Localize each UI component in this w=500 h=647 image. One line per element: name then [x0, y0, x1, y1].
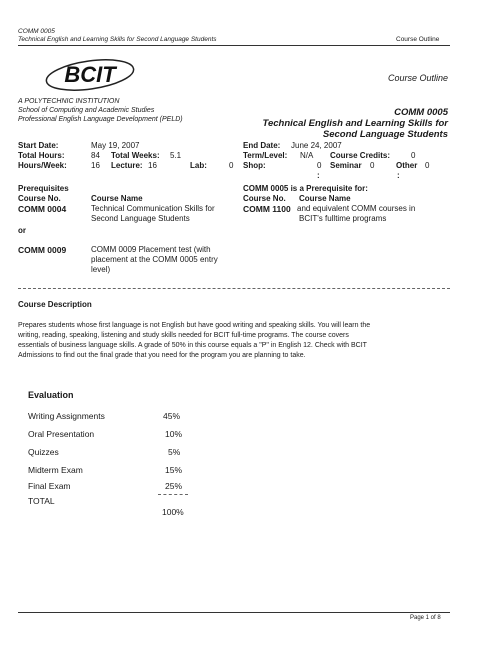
section-divider — [18, 288, 450, 289]
eval-label: Midterm Exam — [28, 465, 83, 475]
prereq-or: or — [18, 226, 26, 235]
course-code: COMM 0005 — [394, 107, 448, 118]
prereq-for-item-name-1: and equivalent COMM courses in — [297, 204, 416, 213]
total-hours-label: Total Hours: — [18, 151, 65, 160]
outline-label: Course Outline — [388, 73, 449, 83]
eval-label: Final Exam — [28, 481, 71, 491]
logo-tagline: A POLYTECHNIC INSTITUTION — [18, 98, 120, 105]
eval-label: Oral Presentation — [28, 429, 95, 439]
term-label: Term/Level: — [243, 151, 288, 160]
header-subtitle: Technical English and Learning Skills for Second Language Students — [18, 36, 217, 43]
prereq-for-col-name: Course Name — [299, 194, 351, 203]
lecture: 16 — [148, 161, 157, 170]
course-title-line2: Second Language Students — [322, 129, 448, 140]
end-date: June 24, 2007 — [291, 141, 342, 150]
total-value: 100% — [162, 507, 184, 517]
logo-text: BCIT — [64, 62, 116, 87]
shop-colon: : — [317, 171, 320, 180]
description-line: Admissions to find out the final grade that you need for the program you are planning to take. — [18, 352, 306, 359]
prereq-item-no: COMM 0009 — [18, 245, 67, 255]
total-weeks-label: Total Weeks: — [111, 151, 160, 160]
course-title-line1: Technical English and Learning Skills for — [262, 118, 448, 129]
other: 0 — [425, 161, 430, 170]
page-number: Page 1 of 8 — [410, 615, 441, 621]
prereq-item-no: COMM 0004 — [18, 204, 67, 214]
prerequisites-heading: Prerequisites — [18, 184, 69, 193]
department-name: Professional English Language Development (PELD) — [18, 116, 183, 123]
description-text — [18, 321, 478, 361]
total-hours: 84 — [91, 151, 100, 160]
eval-value: 45% — [163, 411, 181, 421]
eval-label: Writing Assignments — [28, 411, 105, 421]
start-date: May 19, 2007 — [91, 141, 140, 150]
seminar: 0 — [370, 161, 375, 170]
eval-value: 10% — [165, 429, 183, 439]
description-heading: Course Description — [18, 300, 92, 309]
other-colon: : — [397, 171, 400, 180]
prereq-for-heading: COMM 0005 is a Prerequisite for: — [243, 184, 368, 193]
prereq-for-item-name-2: BCIT's fulltime programs — [299, 214, 387, 223]
prereq-for-col-no: Course No. — [243, 194, 286, 203]
credits-label: Course Credits: — [330, 151, 391, 160]
lab-label: Lab: — [190, 161, 207, 170]
header-rule — [18, 45, 450, 46]
hours-week: 16 — [91, 161, 100, 170]
hours-week-label: Hours/Week: — [18, 161, 67, 170]
header-code: COMM 0005 — [18, 28, 55, 35]
prereq-col-name: Course Name — [91, 194, 143, 203]
description-line: essentials of business language skills. A grade of 50% in this course equals a "P" in English 12. Check with BCIT — [18, 342, 367, 349]
description-line: writing, reading, speaking, listening and study skills needed for BCIT full-time programs. The course covers — [18, 332, 349, 339]
start-date-label: Start Date: — [18, 141, 59, 150]
total-weeks: 5.1 — [170, 151, 182, 160]
seminar-label: Seminar — [330, 161, 362, 170]
prereq-col-no: Course No. — [18, 194, 61, 203]
school-name: School of Computing and Academic Studies — [18, 107, 155, 114]
eval-value: 25% — [165, 481, 183, 491]
prereq-item-name: Technical Communication Skills for Second Language Students — [91, 204, 215, 223]
lecture-label: Lecture: — [111, 161, 143, 170]
footer-rule — [18, 612, 450, 613]
bcit-logo — [40, 55, 140, 95]
shop-label: Shop: — [243, 161, 266, 170]
credits: 0 — [411, 151, 416, 160]
other-label: Other — [396, 161, 418, 170]
total-label: TOTAL — [28, 496, 55, 506]
eval-value: 5% — [168, 447, 181, 457]
prereq-item-name: COMM 0009 Placement test (with placement at the COMM 0005 entry level) — [91, 245, 218, 274]
end-date-label: End Date: — [243, 141, 281, 150]
total-rule — [158, 494, 188, 495]
header-right: Course Outline — [396, 36, 440, 43]
description-line: Prepares students whose first language is not English but have good writing and speaking skills. You will learn the — [18, 322, 371, 329]
lab: 0 — [229, 161, 234, 170]
evaluation-heading: Evaluation — [28, 390, 74, 400]
prereq-for-item-no: COMM 1100 — [243, 204, 291, 214]
eval-label: Quizzes — [28, 447, 59, 457]
term: N/A — [300, 151, 314, 160]
shop: 0 — [317, 161, 322, 170]
eval-value: 15% — [165, 465, 183, 475]
